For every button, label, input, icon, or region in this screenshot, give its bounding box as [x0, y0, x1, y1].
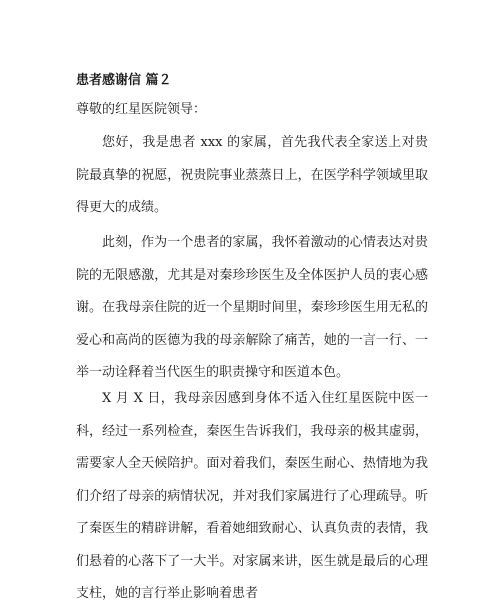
paragraph-gratitude: 此刻，作为一个患者的家属，我怀着激动的心情表达对贵院的无限感激，尤其是对秦珍珍医生及全体医护人员的衷心感谢。在我母亲住院的近一个星期时间里，秦珍珍医生用无私的爱心和高尚的医德为我的母亲解除了痛苦，她的一言一行、一举一动诠释着当代医生的职责操守和医道本色。 [76, 235, 428, 380]
paragraph-greeting: 您好，我是患者 xxx 的家属，首先我代表全家送上对贵院最真挚的祝愿，祝贵院事业蒸蒸日上，在医学科学领域里取得更大的成绩。 [76, 135, 428, 215]
paragraph-story: X 月 X 日，我母亲因感到身体不适入住红星医院中医一科，经过一系列检查，秦医生告诉我们，我母亲的极其虚弱，需要家人全天候陪护。面对着我们，秦医生耐心、热情地为我们介绍了母亲的病情状况，并对我们家属进行了心理疏导。听了秦医生的精辟讲解，看着她细致耐心、认真负责的表情，我们悬着的心落下了一大半。对家属来讲，医生就是最后的心理支柱，她的言行举止影响着患者 [76, 391, 428, 601]
letter-title: 患者感谢信 篇２ [76, 73, 172, 88]
salutation: 尊敬的红星医院领导： [76, 102, 207, 117]
